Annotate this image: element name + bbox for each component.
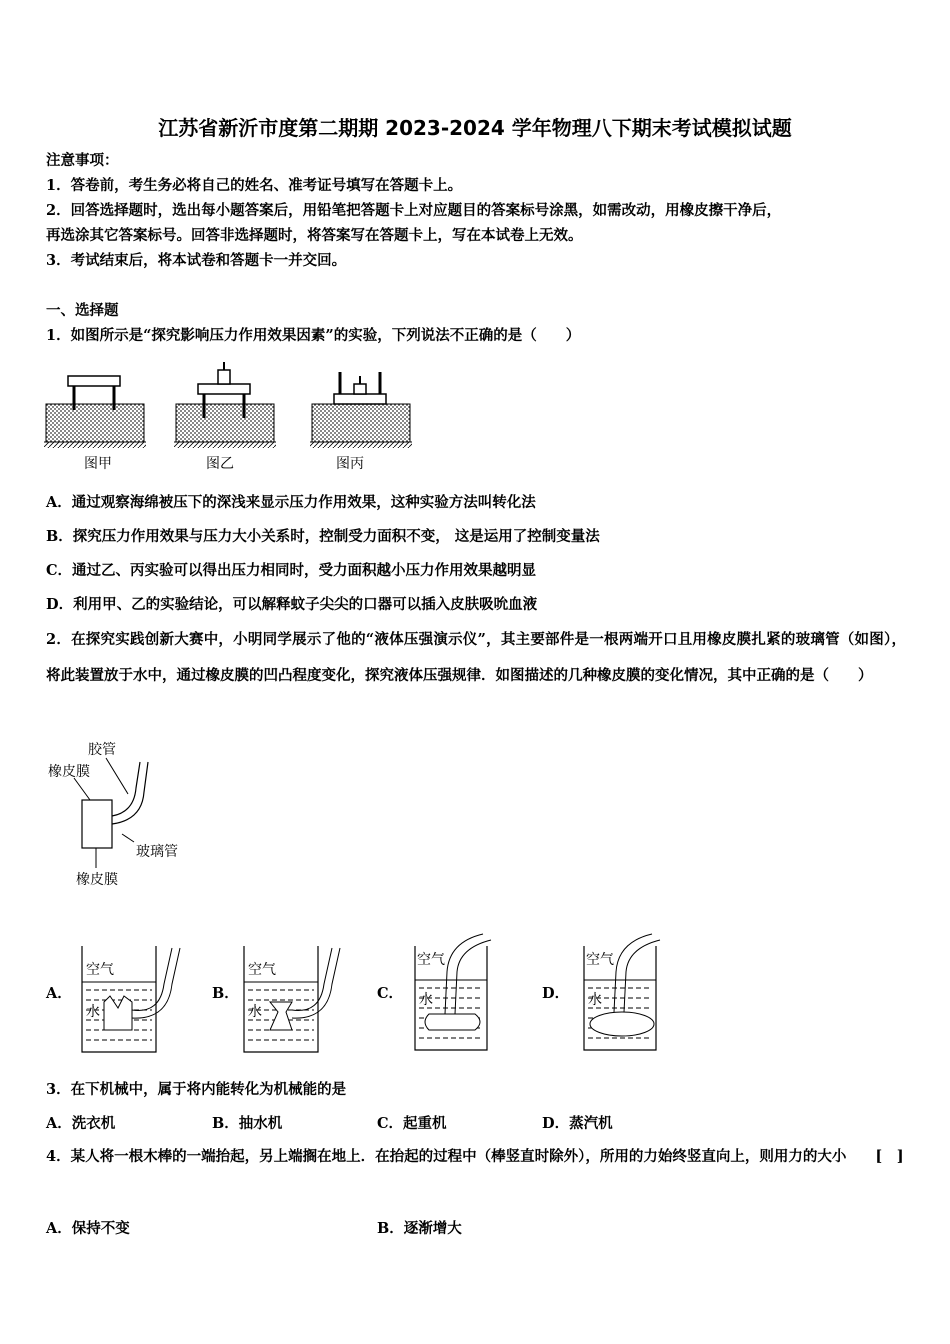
- q1-option-c: C．通过乙、丙实验可以得出压力相同时，受力面积越小压力作用效果越明显: [46, 562, 537, 579]
- section-title: 一、选择题: [46, 302, 119, 319]
- q2-option-c-label: C．: [377, 985, 404, 1002]
- question-2-stem: 2．在探究实践创新大赛中，小明同学展示了他的“液体压强演示仪”，其主要部件是一根两端开口且用橡皮膜扎紧的玻璃管（如图），将此装置放于水中，通过橡皮膜的凹凸程度变化，探究液体压强规律．如图描述的几种橡皮膜的变化情况，其中正确的是（ ）: [46, 631, 906, 684]
- q3-option-a: A．洗衣机: [46, 1115, 116, 1132]
- fig-label-a: 图甲: [84, 456, 112, 472]
- sponge-table-fig-a: [44, 376, 146, 448]
- notes-item: 再选涂其它答案标号。回答非选择题时，将答案写在答题卡上，写在本试卷上无效。: [46, 227, 583, 244]
- q3-option-c: C．起重机: [377, 1115, 447, 1132]
- notes-item: 1．答卷前，考生务必将自己的姓名、准考证号填写在答题卡上。: [46, 177, 463, 194]
- air-label: 空气: [86, 962, 114, 978]
- q2-beaker-a: [80, 944, 190, 1054]
- water-label: 水: [588, 992, 602, 1008]
- q3-option-d: D．蒸汽机: [542, 1115, 613, 1132]
- q1-figure-sponge-experiment: [44, 362, 424, 472]
- water-label: 水: [419, 992, 433, 1008]
- air-label: 空气: [417, 952, 445, 968]
- fig-label-c: 图丙: [336, 456, 364, 472]
- notes-item: 3．考试结束后，将本试卷和答题卡一并交回。: [46, 252, 347, 269]
- notes-item: 2．回答选择题时，选出每小题答案后，用铅笔把答题卡上对应题目的答案标号涂黑，如需改动，用橡皮擦干净后，: [46, 202, 782, 219]
- water-label: 水: [248, 1004, 262, 1020]
- water-label: 水: [86, 1004, 100, 1020]
- label-membrane-bottom: 橡皮膜: [76, 872, 118, 888]
- q1-option-a: A．通过观察海绵被压下的深浅来显示压力作用效果，这种实验方法叫转化法: [46, 494, 536, 511]
- q4-option-a: A．保持不变: [46, 1220, 130, 1237]
- question-4-stem: 4．某人将一根木棒的一端抬起，另上端搁在地上．在抬起的过程中（棒竖直时除外），所用的力始终竖直向上，则用力的大小 [ ]: [46, 1148, 904, 1165]
- q2-beaker-b: [242, 944, 352, 1054]
- q2-beaker-c: [413, 932, 523, 1052]
- question-1-stem: 1．如图所示是“探究影响压力作用效果因素”的实验，下列说法不正确的是（ ）: [46, 327, 581, 344]
- notes-heading: 注意事项：: [46, 152, 119, 169]
- q2-beaker-d: [582, 932, 692, 1052]
- label-hose: 胶管: [88, 742, 116, 758]
- label-glass-tube: 玻璃管: [136, 844, 178, 860]
- sponge-table-fig-b: [174, 362, 276, 448]
- fig-label-b: 图乙: [206, 456, 234, 472]
- q4-option-b: B．逐渐增大: [377, 1220, 462, 1237]
- q1-option-b: B．探究压力作用效果与压力大小关系时，控制受力面积不变， 这是运用了控制变量法: [46, 528, 600, 545]
- q2-device-diagram: [44, 738, 194, 888]
- q1-option-d: D．利用甲、乙的实验结论，可以解释蚊子尖尖的口器可以插入皮肤吸吮血液: [46, 596, 538, 613]
- q2-option-d-label: D．: [542, 985, 570, 1002]
- q3-option-b: B．抽水机: [212, 1115, 283, 1132]
- q2-option-a-label: A．: [46, 985, 72, 1002]
- air-label: 空气: [586, 952, 614, 968]
- page-title: 江苏省新沂市度第二期期 2023-2024 学年物理八下期末考试模拟试题: [158, 116, 792, 140]
- question-3-stem: 3．在下机械中，属于将内能转化为机械能的是: [46, 1081, 347, 1098]
- label-membrane-top: 橡皮膜: [48, 764, 90, 780]
- air-label: 空气: [248, 962, 276, 978]
- q2-option-b-label: B．: [212, 985, 239, 1002]
- sponge-table-fig-c: [310, 372, 412, 448]
